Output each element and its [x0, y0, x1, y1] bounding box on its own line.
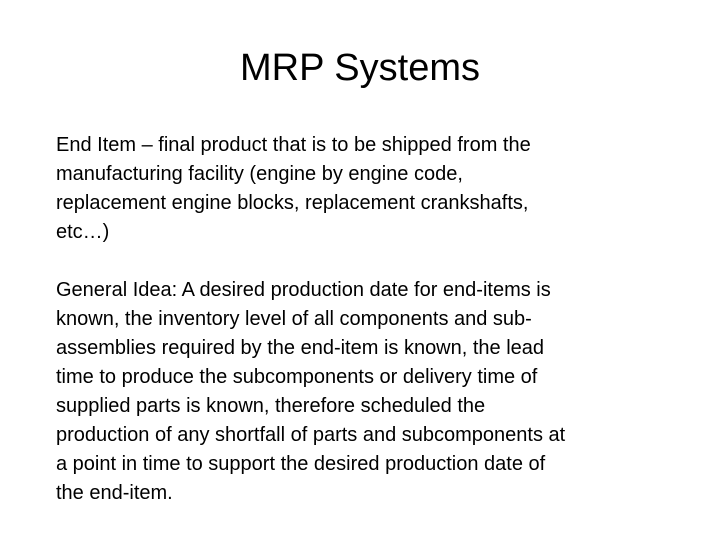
slide-title: MRP Systems	[239, 47, 480, 89]
paragraph-end-item-definition	[56, 131, 676, 247]
paragraph-general-idea	[56, 276, 676, 508]
paragraph-line: replacement engine blocks, replacement crankshafts,	[56, 192, 529, 214]
paragraph-line: time to produce the subcomponents or delivery time of	[56, 366, 538, 388]
paragraph-line: production of any shortfall of parts and subcomponents at	[56, 424, 566, 446]
paragraph-line: End Item – final product that is to be shipped from the	[56, 134, 531, 156]
paragraph-line: manufacturing facility (engine by engine code,	[56, 163, 463, 185]
paragraph-line: a point in time to support the desired production date of	[56, 453, 546, 475]
paragraph-line: supplied parts is known, therefore scheduled the	[56, 395, 486, 417]
paragraph-line: the end-item.	[56, 482, 173, 504]
paragraph-line: known, the inventory level of all components and sub-	[56, 308, 532, 330]
paragraph-line: assemblies required by the end-item is known, the lead	[56, 337, 545, 359]
paragraph-line: etc…)	[56, 221, 110, 243]
paragraph-line: General Idea: A desired production date for end-items is	[56, 279, 551, 301]
